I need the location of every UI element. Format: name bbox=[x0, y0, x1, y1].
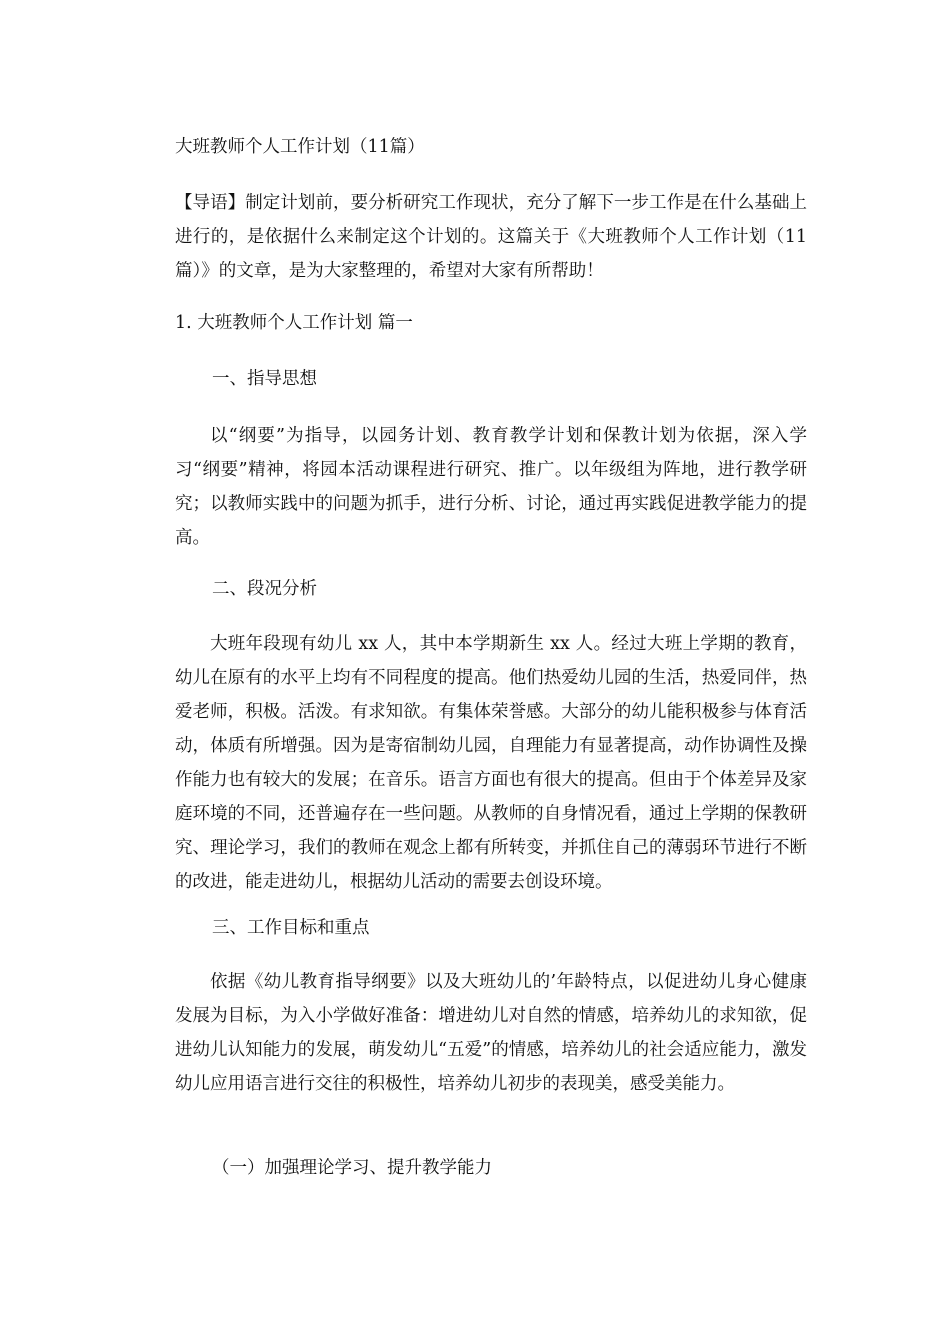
section-heading: 1. 大班教师个人工作计划 篇一 bbox=[175, 313, 413, 333]
document-title: 大班教师个人工作计划（11篇） bbox=[175, 137, 425, 157]
paragraph-guiding-ideology: 以“纲要”为指导，以园务计划、教育教学计划和保教计划为依据，深入学习“纲要”精神，将园本活动课程进行研究、推广。以年级组为阵地，进行教学研究；以教师实践中的问题为抓手，进行分析、讨论，通过再实践促进教学能力的提高。 bbox=[175, 426, 807, 548]
heading-guiding-ideology: 一、指导思想 bbox=[212, 369, 317, 389]
intro-paragraph: 【导语】制定计划前，要分析研究工作现状，充分了解下一步工作是在什么基础上进行的，是依据什么来制定这个计划的。这篇关于《大班教师个人工作计划（11篇）》的文章，是为大家整理的，希望对大家有所帮助！ bbox=[175, 193, 807, 281]
heading-situation-analysis: 二、段况分析 bbox=[212, 579, 317, 599]
heading-goals: 三、工作目标和重点 bbox=[212, 918, 370, 938]
paragraph-situation-analysis: 大班年段现有幼儿 xx 人，其中本学期新生 xx 人。经过大班上学期的教育，幼儿在原有的水平上均有不同程度的提高。他们热爱幼儿园的生活，热爱同伴，热爱老师，积极。活泼。有求知欲。有集体荣誉感。大部分的幼儿能积极参与体育活动，体质有所增强。因为是寄宿制幼儿园，自理能力有显著提高，动作协调性及操作能力也有较大的发展；在音乐。语言方面也有很大的提高。但由于个体差异及家庭环境的不同，还普遍存在一些问题。从教师的自身情况看，通过上学期的保教研究、理论学习，我们的教师在观念上都有所转变，并抓住自己的薄弱环节进行不断的改进，能走进幼儿，根据幼儿活动的需要去创设环境。 bbox=[175, 634, 807, 892]
paragraph-goals: 依据《幼儿教育指导纲要》以及大班幼儿的’年龄特点，以促进幼儿身心健康发展为目标，为入小学做好准备：增进幼儿对自然的情感，培养幼儿的求知欲，促进幼儿认知能力的发展，萌发幼儿“五爱”的情感，培养幼儿的社会适应能力，激发幼儿应用语言进行交往的积极性，培养幼儿初步的表现美，感受美能力。 bbox=[175, 972, 807, 1094]
subheading-theory-study: （一）加强理论学习、提升教学能力 bbox=[212, 1158, 492, 1178]
